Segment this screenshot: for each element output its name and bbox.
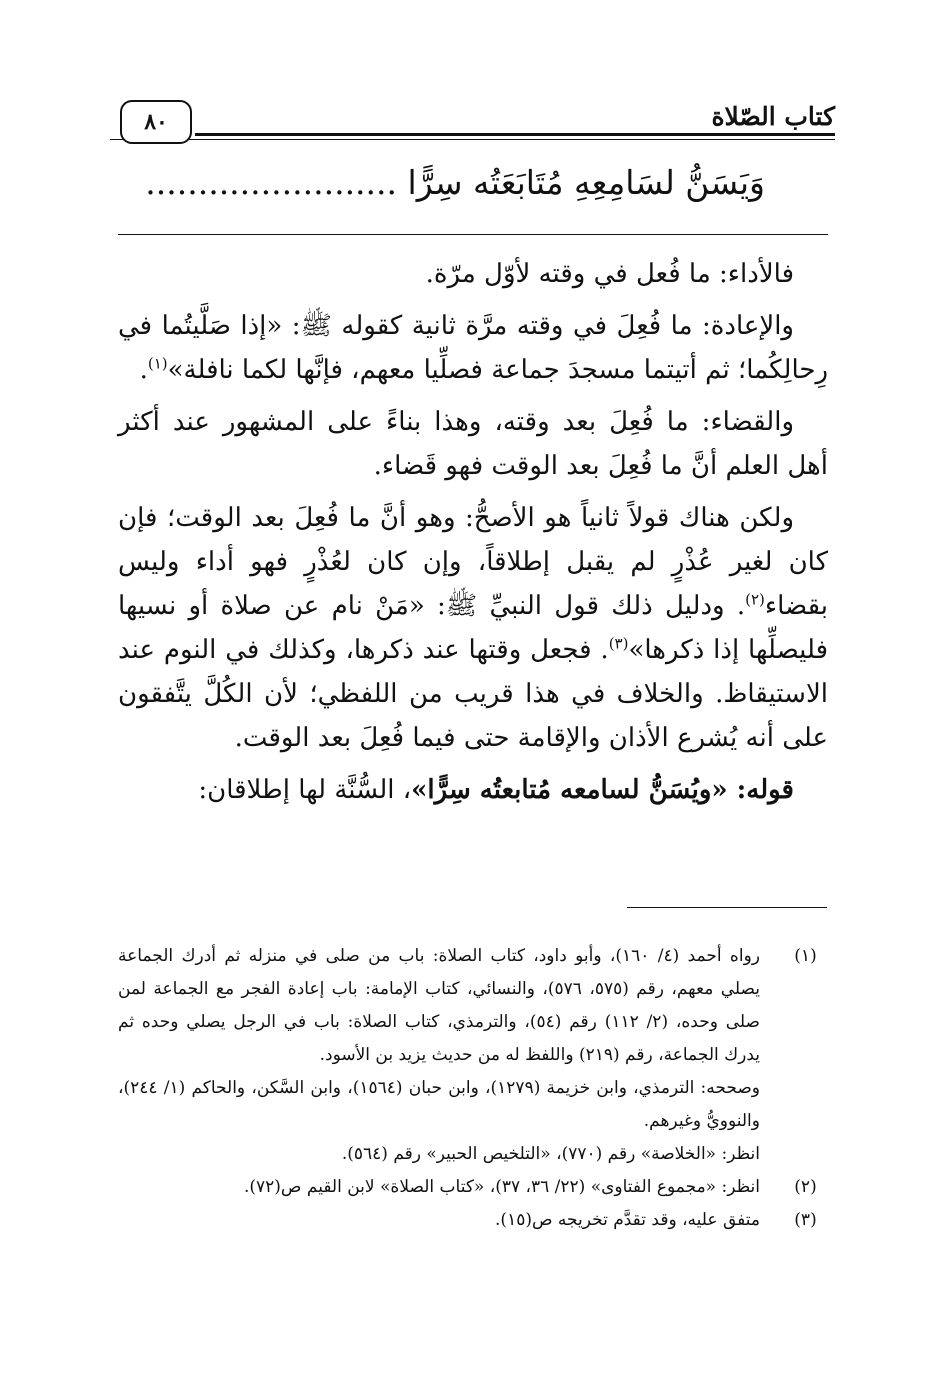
paragraph-text: ، السُّنَّة لها إطلاقان: xyxy=(198,775,412,805)
footnote-number: (٢) xyxy=(794,1177,817,1197)
footnote-text: انظر: «مجموع الفتاوى» (٢٢/ ٣٦، ٣٧)، «كتاب الصلاة» لابن القيم ص(٧٢). xyxy=(243,1177,760,1197)
paragraph-text: فالأداء: ما فُعل في وقته لأوّل مرّة. xyxy=(425,259,794,289)
footnote-divider xyxy=(627,907,827,908)
footnote-item xyxy=(118,1204,828,1237)
punctuation: . xyxy=(139,355,148,385)
matn-text: وَيَسَنُّ لسَامِعِهِ مُتَابَعَتُه سِرًّا xyxy=(407,163,765,202)
footnote-ref[interactable]: (٣) xyxy=(608,634,629,653)
paragraph-text: والإعادة: ما فُعِلَ في وقته مرَّة ثانية كقوله ﷺ: «إذا صَلَّيتُما في رِحالِكُما؛ ثم أتيتما مسجدَ جماعة فصلِّيا معهم، فإنَّها لكما نافلة» xyxy=(118,311,828,385)
paragraph-text: . فجعل وقتها عند ذكرها، وكذلك في النوم عند الاستيقاظ. والخلاف في هذا قريب من اللفظي؛ لأن الكُلَّ يتَّفقون على أنه يُشرع الأذان والإقامة حتى فيما فُعِلَ بعد الوقت. xyxy=(118,635,828,753)
footnote-item xyxy=(118,1171,828,1204)
footnote-text: متفق عليه، وقد تقدَّم تخريجه ص(١٥). xyxy=(495,1210,760,1230)
matn-divider xyxy=(118,234,828,235)
paragraph-ada xyxy=(118,252,828,296)
book-title: كتاب الصّلاة xyxy=(701,102,835,132)
paragraph-sahih xyxy=(118,496,828,760)
page-number: ٨٠ xyxy=(120,100,192,144)
paragraph-qawluh xyxy=(118,768,828,812)
paragraph-iada xyxy=(118,304,828,392)
footnote-ref[interactable]: (١) xyxy=(147,354,168,373)
matn-quote: قوله: «ويُسَنُّ لسامعه مُتابعتُه سِرًّا» xyxy=(411,775,794,805)
footnotes xyxy=(118,940,828,1237)
page-header xyxy=(110,100,835,150)
footnote-number: (١) xyxy=(794,946,817,966)
footnote-ref[interactable]: (٢) xyxy=(745,590,765,609)
matn-dots: ........................ xyxy=(145,163,398,202)
paragraph-text: ولكن هناك قولاً ثانياً هو الأصحُّ: وهو أنَّ ما فُعِلَ بعد الوقت؛ فإن كان لغير عُذْرٍ لم يقبل إطلاقاً، وإن كان لعُذْرٍ فهو أداء وليس بقضاء xyxy=(118,503,828,621)
footnote-item xyxy=(118,940,828,1072)
footnote-continuation: وصححه: الترمذي، وابن خزيمة (١٢٧٩)، وابن حبان (١٥٦٤)، وابن السَّكن، والحاكم (١/ ٢٤٤)، والنوويُّ وغيرهم. xyxy=(118,1078,760,1131)
footnote-number: (٣) xyxy=(794,1210,817,1230)
footnote-continuation: انظر: «الخلاصة» رقم (٧٧٠)، «التلخيص الحبير» رقم (٥٦٤). xyxy=(341,1144,760,1164)
paragraph-qada xyxy=(118,400,828,488)
paragraph-text: والقضاء: ما فُعِلَ بعد وقته، وهذا بناءً على المشهور عند أكثر أهل العلم أنَّ ما فُعِلَ بعد الوقت فهو قَضاء. xyxy=(118,407,828,481)
header-rule xyxy=(195,133,835,136)
footnote-text: رواه أحمد (٤/ ١٦٠)، وأبو داود، كتاب الصلاة: باب من صلى في منزله ثم أدرك الجماعة يصلي معهم، رقم (٥٧٥، ٥٧٦)، والنسائي، كتاب الإمامة: باب إعادة الفجر مع الجماعة لمن صلى وحده، (٢/ ١١٢) رقم (٥٤)، والترمذي، كتاب الصلاة: باب في الرجل يصلي وحده ثم يدرك الجماعة، رقم (٢١٩) واللفظ له من حديث يزيد بن الأسود. xyxy=(118,946,761,1065)
commentary-body xyxy=(118,252,828,820)
paragraph-text: . ودليل ذلك قول النبيِّ ﷺ: «مَنْ نام عن صلاة أو نسيها فليصلِّها إذا ذكرها» xyxy=(118,591,828,665)
matn-line xyxy=(125,158,765,208)
header-rule-thin xyxy=(110,139,835,140)
